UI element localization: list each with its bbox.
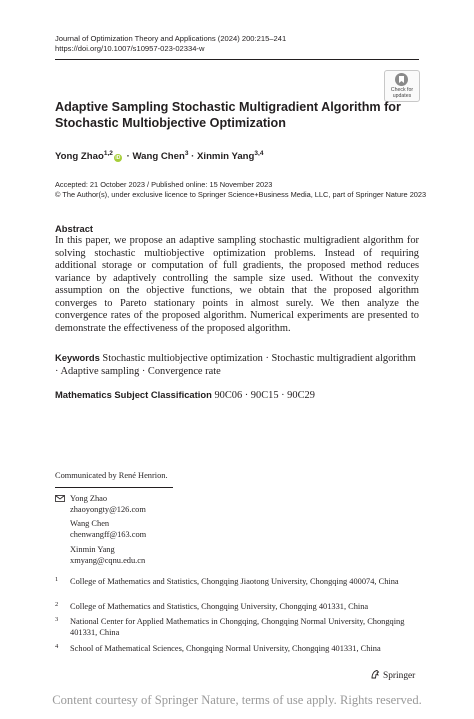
affiliation-text: College of Mathematics and Statistics, Chongqing University, Chongqing 401331, China	[70, 602, 369, 611]
contact-entry	[70, 518, 146, 540]
affiliation-number: 2	[55, 601, 59, 608]
journal-citation: Journal of Optimization Theory and Applications (2024) 200:215–241	[55, 34, 287, 43]
bookmark-check-icon	[395, 73, 408, 86]
paper-title: Adaptive Sampling Stochastic Multigradient Algorithm for Stochastic Multiobjective Optimization	[55, 100, 401, 130]
affiliation-number: 4	[55, 643, 59, 650]
author-separator: ·	[123, 151, 133, 162]
contact-name: Wang Chen	[70, 519, 110, 528]
badge-line-2: updates	[392, 93, 412, 99]
keywords-text: Stochastic multiobjective optimization · Stochastic multigradient algorithm · Adaptive sampling · Convergence rate	[55, 353, 416, 377]
author-name[interactable]: Yong Zhao	[55, 151, 104, 162]
abstract-heading: Abstract	[55, 223, 94, 234]
contact-email[interactable]: xmyang@cqnu.edu.cn	[70, 556, 146, 565]
contact-email[interactable]: zhaoyongty@126.com	[70, 505, 146, 514]
contact-name: Xinmin Yang	[70, 545, 115, 554]
contact-entry	[70, 544, 145, 566]
springer-horse-icon	[370, 669, 381, 680]
contact-entry	[70, 493, 146, 515]
affiliation-text: National Center for Applied Mathematics in Chongqing, Chongqing Normal University, Chongqing 401331, China	[70, 617, 405, 637]
publisher-logo	[370, 669, 415, 681]
author-separator: ·	[188, 151, 197, 162]
check-for-updates-badge[interactable]	[384, 70, 420, 102]
journal-header	[55, 34, 286, 54]
msc-label: Mathematics Subject Classification	[55, 389, 212, 400]
author-name[interactable]: Wang Chen	[132, 151, 185, 162]
affiliation-text: School of Mathematical Sciences, Chongqing Normal University, Chongqing 401331, China	[70, 644, 381, 653]
orcid-icon[interactable]: iD	[115, 155, 121, 161]
contact-name: Yong Zhao	[70, 494, 108, 503]
msc-block	[55, 388, 419, 402]
communicated-by: Communicated by René Henrion.	[55, 471, 168, 480]
keywords-block	[55, 351, 419, 378]
affiliation-number: 3	[55, 616, 59, 623]
author-affil-sup: 3,4	[254, 150, 264, 157]
keywords-label: Keywords	[55, 352, 100, 363]
author-affil-sup: 3	[184, 150, 189, 157]
affiliation-text: College of Mathematics and Statistics, Chongqing Jiaotong University, Chongqing 400074, China	[70, 577, 399, 586]
affiliation-number: 1	[55, 576, 59, 583]
contact-email[interactable]: chenwangff@163.com	[70, 530, 147, 539]
doi-link[interactable]: https://doi.org/10.1007/s10957-023-02334-w	[55, 44, 205, 53]
copyright-line: © The Author(s), under exclusive licence to Springer Science+Business Media, LLC, part of Springer Nature 2023	[55, 190, 427, 199]
author-affil-sup: 1,2	[103, 150, 113, 157]
courtesy-footer: Content courtesy of Springer Nature, terms of use apply. Rights reserved.	[52, 693, 422, 707]
publisher-name: Springer	[383, 671, 416, 681]
footnote-rule	[55, 487, 173, 488]
badge-line-1: Check for	[390, 87, 414, 93]
msc-text: 90C06 · 90C15 · 90C29	[214, 390, 315, 401]
publication-dates: Accepted: 21 October 2023 / Published online: 15 November 2023	[55, 180, 273, 189]
abstract-text: In this paper, we propose an adaptive sampling stochastic multigradient algorithm for solving stochastic multiobjective optimization problems. Instead of requiring additional storage or computation of full gradients, the proposed method reduces variance by adaptively controlling the sample size used. Without the convexity assumption on the objective functions, we obtain that the proposed algorithm converges to Pareto stationary points in almost surely. We then analyze the convergence rates of the proposed algorithm. Numerical experiments are presented to demonstrate the effectiveness of the proposed algorithm.	[55, 235, 419, 334]
author-list	[55, 148, 263, 163]
header-rule	[55, 59, 419, 60]
envelope-icon	[55, 495, 65, 502]
author-name[interactable]: Xinmin Yang	[197, 151, 255, 162]
